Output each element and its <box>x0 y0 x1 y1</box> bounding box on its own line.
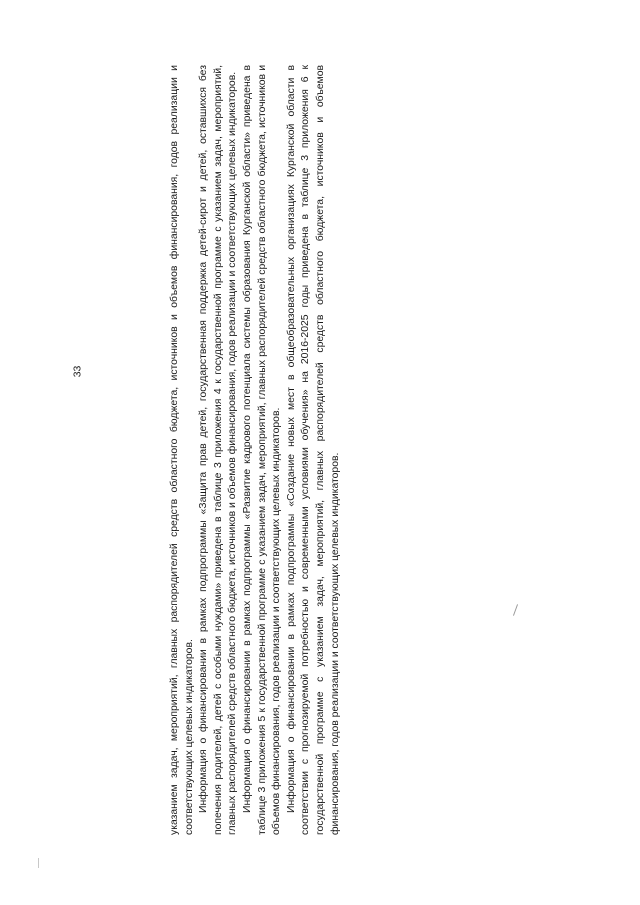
rotated-page-body <box>168 65 378 835</box>
scan-artifact <box>513 604 518 616</box>
scan-artifact <box>38 858 39 868</box>
page-number: 33 <box>72 365 84 378</box>
paragraph-child-rights: Информация о финансировании в рамках подпрограммы «Защита прав детей, государственная поддержка детей-сирот и детей, оставшихся без попечения родителей, детей с особыми нуждами» приведена в таблице 3 приложения 4 к государственной программе с указанием задач, мероприятий, главных распорядителей средств областного бюджета, источников и объемов финансирования, годов реализации и соответствующих целевых индикаторов. <box>198 65 239 835</box>
paragraph-new-school-places: Информация о финансировании в рамках подпрограммы «Создание новых мест в общеобразовательных организациях Курганской области в соответствии с прогнозируемой потребностью и современными условиями обучения» на 2016-2025 годы приведена в таблице 3 приложения 6 к государственной программе с указанием задач, мероприятий, главных распорядителей средств областного бюджета, источников и объемов финансирования, годов реализации и соответствующих целевых индикаторов. <box>285 65 341 835</box>
body-text <box>168 65 343 835</box>
paragraph-staff-potential: Информация о финансировании в рамках подпрограммы «Развитие кадрового потенциала системы образования Курганской области» приведена в таблице 3 приложения 5 к государственной программе с указанием задач, мероприятий, главных распорядителей средств областного бюджета, источников и объемов финансирования, годов реализации и соответствующих целевых индикаторов. <box>241 65 283 835</box>
paragraph-continued: указанием задач, мероприятий, главных распорядителей средств областного бюджета, источников и объемов финансирования, годов реализации и соответствующих целевых индикаторов. <box>169 65 195 835</box>
